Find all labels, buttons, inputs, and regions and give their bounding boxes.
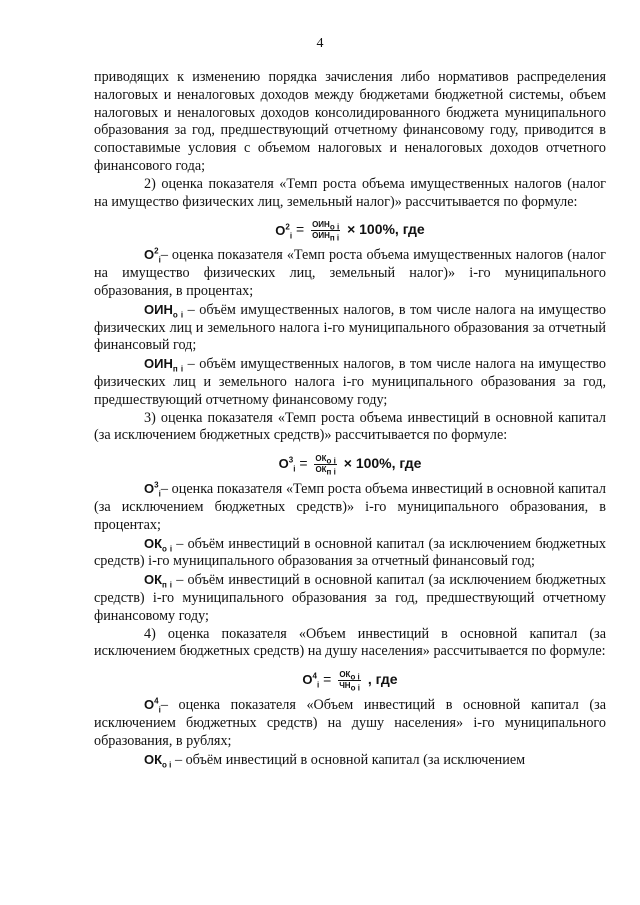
item-4-intro: 4) оценка показателя «Объем инвестиций в основной капитал (за исключением бюджетных средств) на душу населения» рассчитывается по формуле:	[94, 625, 606, 660]
paragraph: приводящих к изменению порядка зачисления либо нормативов распределения налоговых и неналоговых доходов между бюджетами бюджетной системы, объем налоговых и неналоговых доходов консолидированного бюджета муниципального образования за год, предшествующий отчетному финансовому году, приводится в сопоставимые условия с объемом налоговых и неналоговых доходов отчетного финансового года;	[94, 69, 606, 174]
definition: $ОК_{о i}$ – объём инвестиций в основной капитал (за исключением бюджетных средств) i-го муниципального образования за отчетный финансовый год;	[94, 535, 606, 570]
formula-fraction: $\frac{ОИН_{о i}}{ОИН_{п i}}$	[312, 220, 340, 243]
item-2-intro: 2) оценка показателя «Темп роста объема имущественных налогов (налог на имущество физических лиц, земельный налог)» рассчитывается по формуле:	[94, 175, 606, 210]
document-body	[94, 69, 606, 769]
formula-fraction: $\frac{ОК_{о i}}{ОК_{п i}}$	[315, 454, 336, 477]
formula-4: $О^4_i$ = $\frac{ОК_{о i}}{ЧН_{о i}}$ , где	[302, 670, 398, 693]
formula-2: $О^2_i$ = $\frac{ОИН_{о i}}{ОИН_{п i}}$ × 100%, где	[275, 220, 425, 243]
definition: $О^3_i-$ оценка показателя «Темп роста объема инвестиций в основной капитал (за исключением бюджетных средств)» i-го муниципального образования, в процентах;	[94, 480, 606, 533]
page-number: 4	[316, 36, 324, 51]
definition: $ОИН_{п i}$ – объём имущественных налогов, в том числе налога на имущество физических лиц и земельного налога i-го муниципального образования за год, предшествующий отчетному финансовому году;	[94, 356, 606, 408]
formula-lhs: $О^4_i$	[302, 671, 320, 690]
formula-3: $О^3_i$ = $\frac{ОК_{о i}}{ОК_{п i}}$ × 100%, где	[278, 454, 422, 477]
formula-lhs: $О^3_i$	[278, 456, 296, 474]
item-3-intro: 3) оценка показателя «Темп роста объема инвестиций в основной капитал (за исключением бюджетных средств)» рассчитывается по формуле:	[94, 409, 606, 444]
formula-lhs: $О^2_i$	[275, 222, 293, 241]
formula-fraction: $\frac{ОК_{о i}}{ЧН_{о i}}$	[339, 670, 360, 693]
definition: $ОК_{о i}$ – объём инвестиций в основной капитал (за исключением	[144, 751, 526, 770]
definition: $О^4_i-$ оценка показателя «Объем инвестиций в основной капитал (за исключением бюджетных средств) на душу населения» i-го муниципального образования, в рублях;	[94, 696, 606, 749]
definition: $О^2_i-$ оценка показателя «Темп роста объема имущественных налогов (налог на имущество физических лиц, земельный налог)» i-го муниципального образования, в процентах;	[94, 247, 606, 299]
definition: $ОИН_{о i}$ – объём имущественных налогов, в том числе налога на имущество физических лиц и земельного налога i-го муниципального образования за отчетный финансовый год;	[94, 301, 606, 354]
definition: $ОК_{п i}$ – объём инвестиций в основной капитал (за исключением бюджетных средств) i-го муниципального образования за год, предшествующий отчетному финансовому году;	[94, 572, 606, 624]
